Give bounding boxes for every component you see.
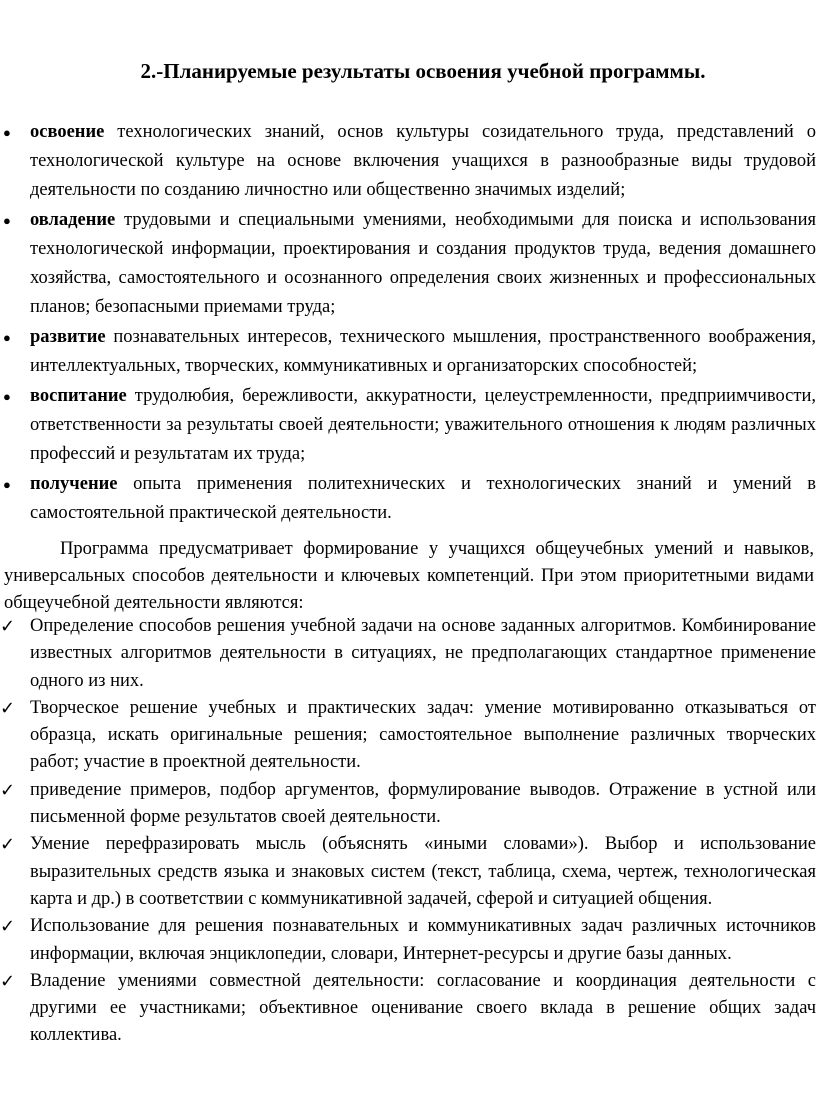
list-item: [0, 913, 816, 968]
item-keyword: освоение: [30, 122, 105, 142]
item-text: Использование для решения познавательных и коммуникативных задач различных источников информации, включая энциклопедии, словари, Интернет-ресурсы и другие базы данных.: [30, 916, 816, 964]
bullet-dot-icon: ●: [3, 330, 11, 345]
list-item: [0, 777, 816, 832]
item-keyword: воспитание: [30, 386, 127, 406]
bullet-dot-icon: ●: [3, 125, 11, 140]
item-text: трудолюбия, бережливости, аккуратности, целеустремленности, предприимчивости, ответственности за результаты своей деятельности; уважительного отношения к людям различных профессий и результатам их труда;: [30, 386, 816, 464]
item-text: Творческое решение учебных и практических задач: умение мотивированно отказываться от образца, искать оригинальные решения; самостоятельное выполнение различных творческих работ; участие в проектной деятельности.: [30, 697, 816, 773]
results-bullet-list: [3, 118, 816, 529]
page-title: 2.-Планируемые результаты освоения учебной программы.: [140, 59, 706, 83]
program-paragraph: Программа предусматривает формирование у учащихся общеучебных умений и навыков, универсальных способов деятельности и ключевых компетенций. При этом приоритетными видами общеучебной деятельности являются:: [4, 539, 814, 613]
list-item: [3, 470, 816, 528]
item-keyword: развитие: [30, 327, 106, 347]
item-text: Определение способов решения учебной задачи на основе заданных алгоритмов. Комбинирование известных алгоритмов деятельности в ситуациях, не предполагающих стандартное применение одного из них.: [30, 616, 816, 691]
item-text: познавательных интересов, технического мышления, пространственного воображения, интеллектуальных, творческих, коммуникативных и организаторских способностей;: [30, 327, 816, 376]
list-item: [0, 695, 816, 777]
checkmark-icon: ✓: [0, 779, 16, 801]
list-item: [3, 382, 816, 469]
item-text: трудовыми и специальными умениями, необходимыми для поиска и использования технологической информации, проектирования и создания продуктов труда, ведения домашнего хозяйства, самостоятельного и осознанного определения своих жизненных и профессиональных планов; безопасными приемами труда;: [30, 210, 816, 317]
bullet-dot-icon: ●: [3, 477, 11, 492]
item-text: опыта применения политехнических и технологических знаний и умений в самостоятельной практической деятельности.: [30, 474, 816, 523]
item-text: Умение перефразировать мысль (объяснять «иными словами»). Выбор и использование выразительных средств языка и знаковых систем (текст, таблица, схема, чертеж, технологическая карта и др.) в соответствии с коммуникативной задачей, сферой и ситуацией общения.: [30, 834, 816, 909]
list-item: [3, 206, 816, 322]
list-item: [0, 831, 816, 913]
checkmark-icon: ✓: [0, 834, 16, 856]
list-item: [0, 613, 816, 695]
item-keyword: овладение: [30, 210, 116, 230]
checkmark-icon: ✓: [0, 697, 16, 719]
bullet-dot-icon: ●: [3, 213, 11, 228]
checkmark-icon: ✓: [0, 970, 16, 992]
item-text: приведение примеров, подбор аргументов, формулирование выводов. Отражение в устной или письменной форме результатов своей деятельности.: [30, 779, 816, 828]
checkmark-icon: ✓: [0, 616, 16, 637]
list-item: [3, 323, 816, 381]
item-keyword: получение: [30, 474, 118, 494]
item-text: Владение умениями совместной деятельности: согласование и координация деятельности с другими ее участниками; объективное оценивание своего вклада в решение общих задач коллектива.: [30, 970, 816, 1046]
list-item: [3, 118, 816, 205]
bullet-dot-icon: ●: [3, 389, 11, 404]
list-item: [0, 968, 816, 1050]
activities-check-list: [0, 613, 816, 1050]
item-text: технологических знаний, основ культуры созидательного труда, представлений о технологической культуре на основе включения учащихся в разнообразные виды трудовой деятельности по созданию личностно или общественно значимых изделий;: [30, 122, 816, 200]
checkmark-icon: ✓: [0, 916, 16, 938]
